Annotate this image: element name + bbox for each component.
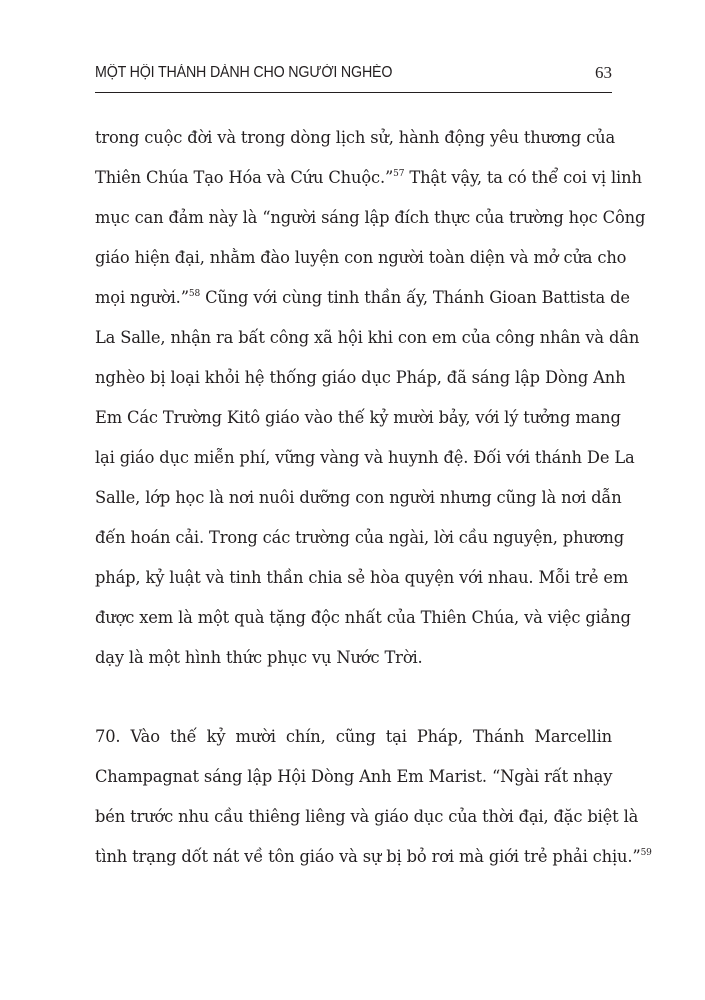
footnote-ref-57: 57 bbox=[393, 169, 405, 179]
text-line: giáo hiện đại, nhằm đào luyện con người toàn diện và mở cửa cho bbox=[95, 248, 627, 267]
text-line: lại giáo dục miễn phí, vững vàng và huynh đệ. Đối với thánh De La bbox=[95, 448, 635, 467]
text-line bbox=[95, 158, 642, 198]
text-segment: mọi người.” bbox=[95, 288, 189, 307]
text-line: dạy là một hình thức phục vụ Nước Trời. bbox=[95, 648, 423, 667]
text-line: Salle, lớp học là nơi nuôi dưỡng con người nhưng cũng là nơi dẫn bbox=[95, 488, 622, 507]
paragraph-69-continued bbox=[95, 118, 646, 678]
text-segment: Thật vậy, ta có thể coi vị linh bbox=[404, 168, 642, 187]
text-segment: Cũng với cùng tinh thần ấy, Thánh Gioan Battista de bbox=[200, 288, 630, 307]
text-line: được xem là một quà tặng độc nhất của Thiên Chúa, và việc giảng bbox=[95, 608, 631, 627]
text-line bbox=[95, 837, 652, 877]
body-text bbox=[95, 118, 652, 877]
footnote-ref-59: 59 bbox=[640, 848, 652, 858]
text-segment: Thiên Chúa Tạo Hóa và Cứu Chuộc.” bbox=[95, 168, 394, 187]
paragraph-70 bbox=[95, 717, 652, 877]
text-line: pháp, kỷ luật và tinh thần chia sẻ hòa quyện với nhau. Mỗi trẻ em bbox=[95, 568, 629, 587]
running-header bbox=[95, 62, 612, 93]
text-line: nghèo bị loại khỏi hệ thống giáo dục Pháp, đã sáng lập Dòng Anh bbox=[95, 368, 626, 387]
text-line: mục can đảm này là “người sáng lập đích thực của trường học Công bbox=[95, 208, 646, 227]
text-line: trong cuộc đời và trong dòng lịch sử, hành động yêu thương của bbox=[95, 128, 616, 147]
page-number: 63 bbox=[595, 63, 612, 82]
text-line bbox=[95, 278, 630, 318]
text-line: bén trước nhu cầu thiêng liêng và giáo dục của thời đại, đặc biệt là bbox=[95, 807, 639, 826]
text-segment: tình trạng dốt nát về tôn giáo và sự bị bỏ rơi mà giới trẻ phải chịu.” bbox=[95, 847, 641, 866]
text-line: đến hoán cải. Trong các trường của ngài, lời cầu nguyện, phương bbox=[95, 528, 625, 547]
text-line: Champagnat sáng lập Hội Dòng Anh Em Marist. “Ngài rất nhạy bbox=[95, 767, 613, 786]
running-header-title: MỘT HỘI THÁNH DÀNH CHO NGƯỜI NGHÈO bbox=[95, 64, 393, 81]
text-line: 70. Vào thế kỷ mười chín, cũng tại Pháp, Thánh Marcellin bbox=[95, 727, 612, 746]
text-line: Em Các Trường Kitô giáo vào thế kỷ mười bảy, với lý tưởng mang bbox=[95, 408, 621, 427]
text-line: La Salle, nhận ra bất công xã hội khi con em của công nhân và dân bbox=[95, 328, 640, 347]
footnote-ref-58: 58 bbox=[188, 289, 201, 299]
paragraph-spacer bbox=[95, 678, 612, 717]
